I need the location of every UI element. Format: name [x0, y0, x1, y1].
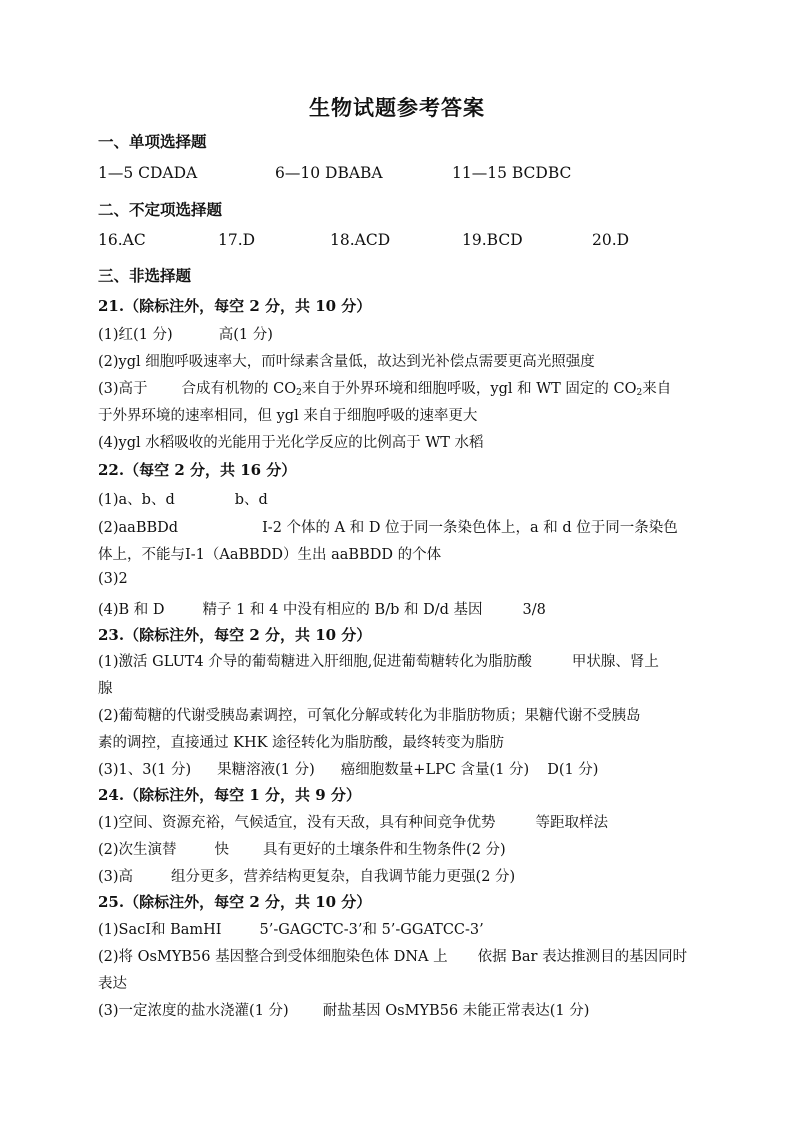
q24-line-1: (1)空间、资源充裕，气候适宜，没有天敌，具有种间竞争优势 等距取样法	[98, 815, 609, 831]
q25-line-4: (3)一定浓度的盐水浇灌(1 分) 耐盐基因 OsMYB56 未能正常表达(1 分)	[98, 1003, 590, 1019]
q23-line-3: (2)葡萄糖的代谢受胰岛素调控，可氧化分解或转化为非脂肪物质；果糖代谢不受胰岛	[98, 708, 641, 724]
q24-line-2: (2)次生演替 快 具有更好的土壤条件和生物条件(2 分)	[98, 842, 506, 858]
q25-line-2: (2)将 OsMYB56 基因整合到受体细胞染色体 DNA 上 依据 Bar 表达推测目的基因同时	[98, 949, 688, 965]
multi-18: 18.ACD	[330, 231, 391, 249]
q23-header: 23.（除标注外，每空 2 分，共 10 分）	[98, 626, 372, 644]
q22-line-5: (4)B 和 D 精子 1 和 4 中没有相应的 B/b 和 D/d 基因 3/8	[98, 602, 546, 618]
q21-line-4: 于外界环境的速率相同，但 ygl 来自于细胞呼吸的速率更大	[98, 408, 478, 424]
section-multi-choice: 二、不定项选择题	[98, 200, 223, 219]
q24-line-3: (3)高 组分更多，营养结构更复杂，自我调节能力更强(2 分)	[98, 869, 516, 885]
multi-17: 17.D	[218, 231, 256, 249]
section-single-choice: 一、单项选择题	[98, 132, 207, 151]
multi-19: 19.BCD	[462, 231, 523, 249]
section-non-choice: 三、非选择题	[98, 266, 192, 285]
mc-group-2: 6—10 DBABA	[275, 164, 383, 182]
q23-line-1: (1)激活 GLUT4 介导的葡萄糖进入肝细胞,促进葡萄糖转化为脂肪酸 甲状腺、肾上	[98, 654, 659, 670]
q22-line-2: (2)aaBBDd Ⅰ-2 个体的 A 和 D 位于同一条染色体上，a 和 d 位于同一条染色	[98, 520, 678, 536]
page-title: 生物试题参考答案	[309, 95, 485, 120]
q22-header: 22.（每空 2 分，共 16 分）	[98, 461, 297, 479]
q22-line-1: (1)a、b、d b、d	[98, 492, 268, 508]
multi-16: 16.AC	[98, 231, 146, 249]
q23-line-2: 腺	[98, 681, 113, 697]
q21-line-3: (3)高于 合成有机物的 $CO_2$来自于外界环境和细胞呼吸，ygl 和 WT 固定的 $CO_2$来自	[98, 381, 672, 398]
multi-20: 20.D	[592, 231, 630, 249]
mc-group-1: 1—5 CDADA	[98, 164, 198, 182]
q23-line-5: (3)1、3(1 分) 果糖溶液(1 分) 癌细胞数量+LPC 含量(1 分) D(1 分)	[98, 762, 599, 778]
mc-group-3: 11—15 BCDBC	[452, 164, 572, 182]
q21-line-1: (1)红(1 分) 高(1 分)	[98, 327, 273, 343]
q24-header: 24.（除标注外，每空 1 分，共 9 分）	[98, 786, 361, 804]
q22-line-4: (3)2	[98, 571, 128, 587]
q21-line-5: (4)ygl 水稻吸收的光能用于光化学反应的比例高于 WT 水稻	[98, 435, 484, 451]
q21-line-2: (2)ygl 细胞呼吸速率大，而叶绿素含量低，故达到光补偿点需要更高光照强度	[98, 354, 595, 370]
q25-header: 25.（除标注外，每空 2 分，共 10 分）	[98, 893, 372, 911]
q22-line-3: 体上，不能与Ⅰ-1（AaBBDD）生出 aaBBDD 的个体	[98, 547, 442, 563]
q25-line-1: (1)SacⅠ和 BamHⅠ 5’-GAGCTC-3’和 5’-GGATCC-3’	[98, 922, 484, 938]
q21-header: 21.（除标注外，每空 2 分，共 10 分）	[98, 297, 372, 315]
q23-line-4: 素的调控，直接通过 KHK 途径转化为脂肪酸，最终转变为脂肪	[98, 735, 505, 751]
q25-line-3: 表达	[98, 976, 127, 992]
